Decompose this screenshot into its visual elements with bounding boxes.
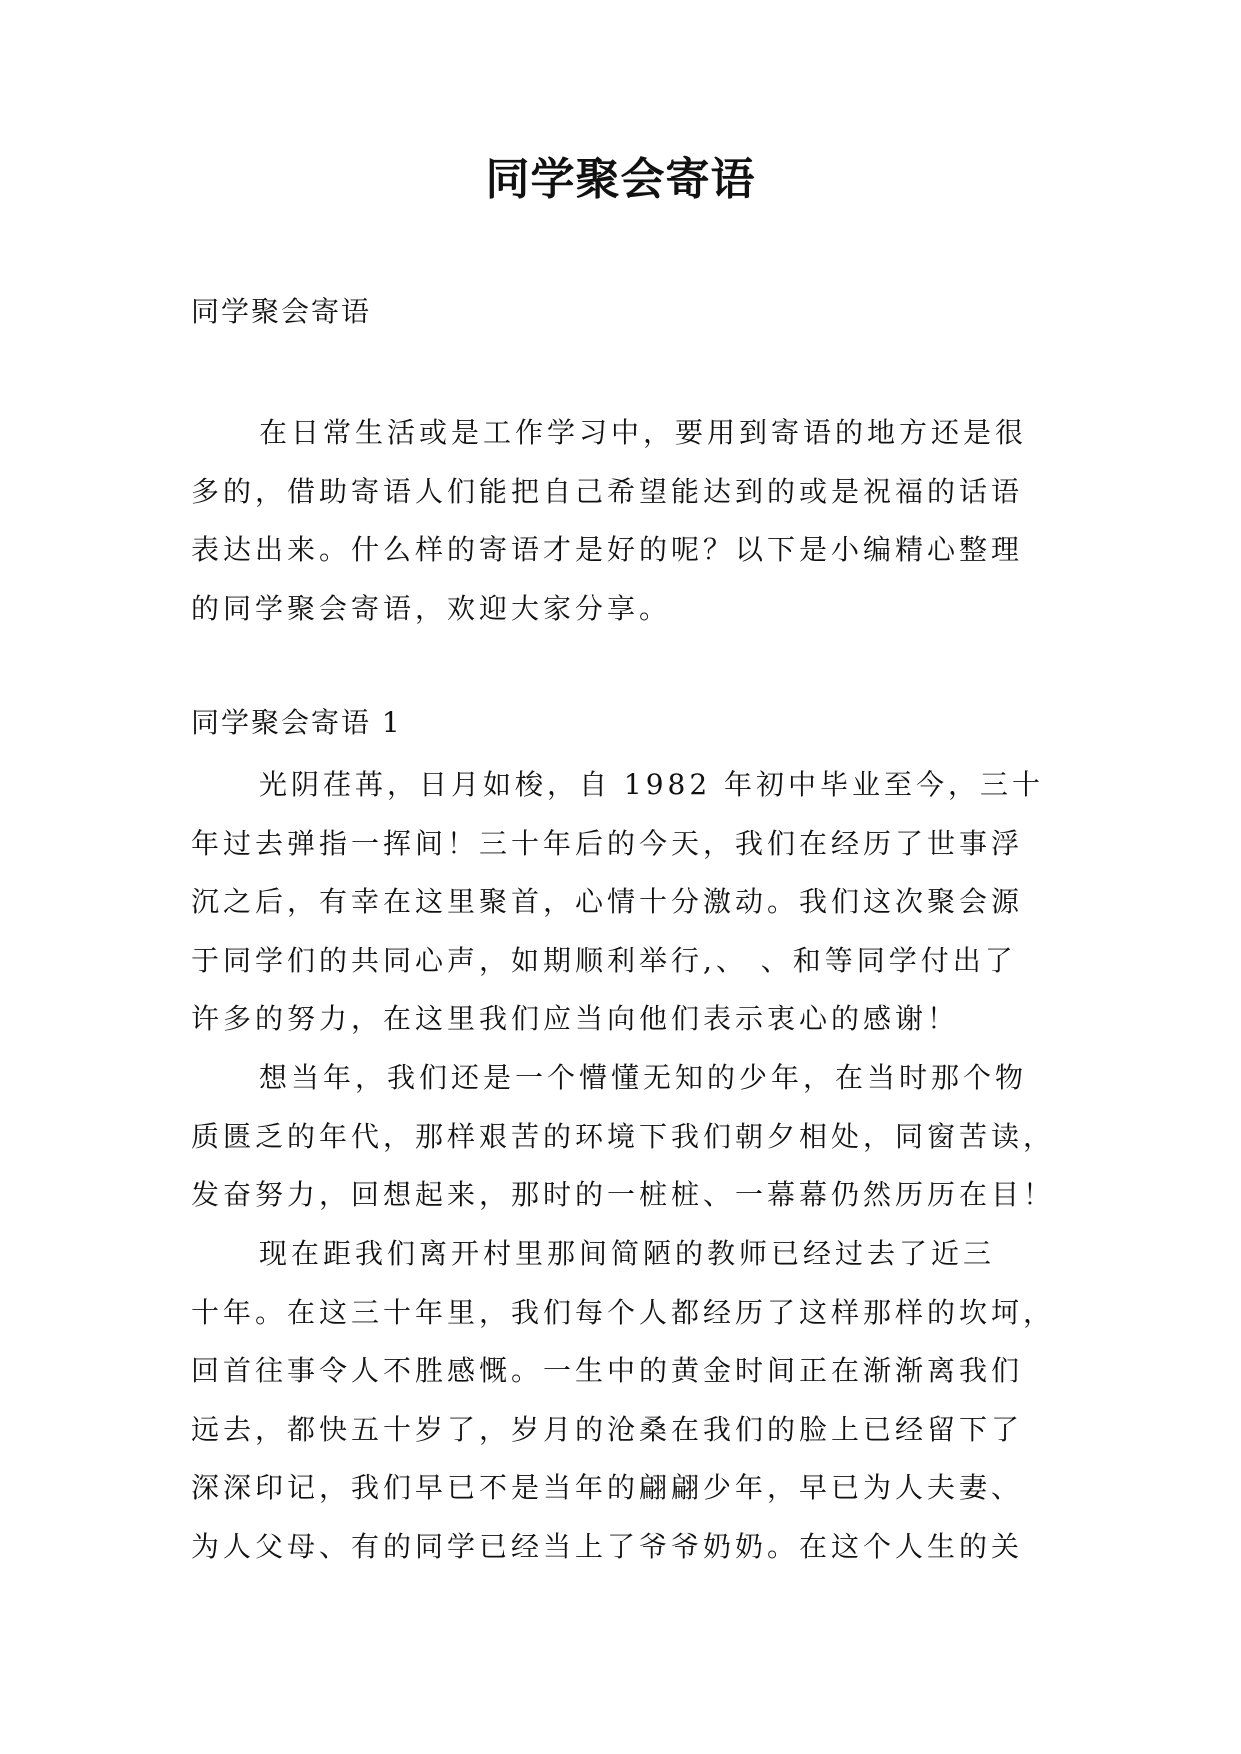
text-line: 光阴荏苒，日月如梭，自 1982 年初中毕业至今，三十	[259, 768, 1045, 801]
body-paragraph	[191, 756, 1071, 1049]
text-line: 为人父母、有的同学已经当上了爷爷奶奶。在这个人生的关	[191, 1529, 1024, 1563]
text-line: 想当年，我们还是一个懵懂无知的少年，在当时那个物	[259, 1061, 1028, 1094]
text-line: 现在距我们离开村里那间简陋的教师已经过去了近三	[259, 1237, 996, 1270]
body-paragraph	[191, 1225, 1071, 1577]
text-line: 在日常生活或是工作学习中，要用到寄语的地方还是很	[259, 416, 1028, 449]
body-paragraph	[191, 1049, 1071, 1225]
text-line: 表达出来。什么样的寄语才是好的呢？以下是小编精心整理	[191, 533, 1024, 567]
text-line: 多的，借助寄语人们能把自己希望能达到的或是祝福的话语	[191, 474, 1024, 508]
text-line: 的同学聚会寄语，欢迎大家分享。	[191, 591, 672, 625]
page-title: 同学聚会寄语	[485, 154, 756, 205]
text-line: 回首往事令人不胜感慨。一生中的黄金时间正在渐渐离我们	[191, 1354, 1024, 1388]
text-line: 沉之后，有幸在这里聚首，心情十分激动。我们这次聚会源	[191, 885, 1024, 919]
text-line: 十年。在这三十年里，我们每个人都经历了这样那样的坎坷，	[191, 1295, 1056, 1329]
text-line: 许多的努力，在这里我们应当向他们表示衷心的感谢！	[191, 1002, 960, 1036]
text-line: 发奋努力，回想起来，那时的一桩桩、一幕幕仍然历历在目！	[191, 1178, 1056, 1212]
text-line: 于同学们的共同心声，如期顺利举行,、 、和等同学付出了	[191, 943, 1017, 977]
intro-paragraph	[191, 404, 1071, 638]
text-line: 质匮乏的年代，那样艰苦的环境下我们朝夕相处，同窗苦读，	[191, 1119, 1056, 1153]
text-line: 年过去弹指一挥间！三十年后的今天，我们在经历了世事浮	[191, 826, 1024, 860]
document-subtitle: 同学聚会寄语	[191, 295, 372, 328]
section-heading: 同学聚会寄语 1	[191, 706, 402, 739]
text-line: 远去，都快五十岁了，岁月的沧桑在我们的脸上已经留下了	[191, 1412, 1024, 1446]
text-line: 深深印记，我们早已不是当年的翩翩少年，早已为人夫妻、	[191, 1471, 1024, 1505]
